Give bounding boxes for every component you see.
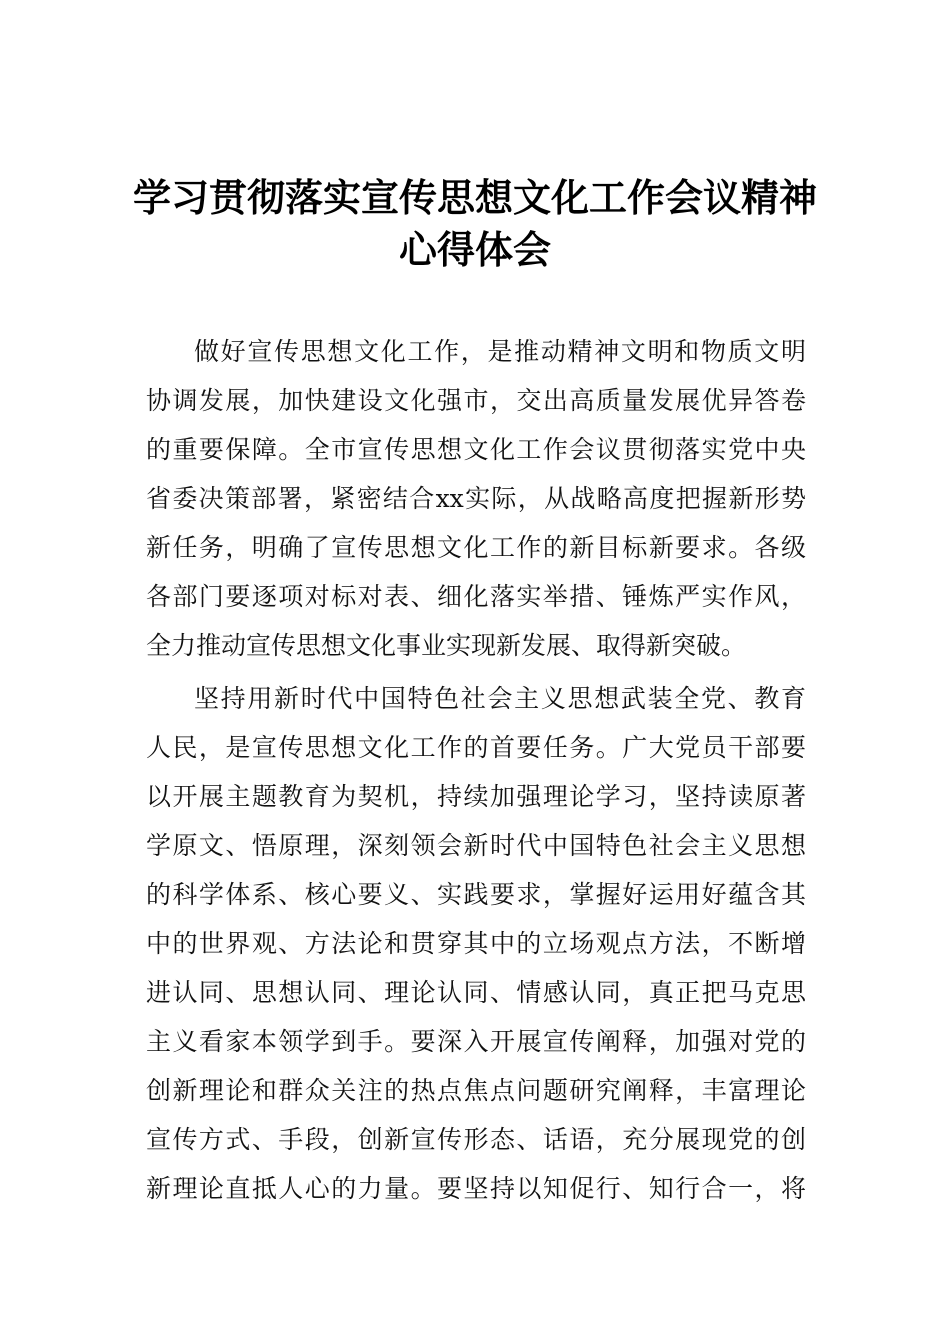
paragraph-line: 的科学体系、核心要义、实践要求，掌握好运用好蕴含其: [146, 880, 806, 909]
paragraph-line: 中的世界观、方法论和贯穿其中的立场观点方法，不断增: [146, 929, 806, 958]
paragraph-line: 人民，是宣传思想文化工作的首要任务。广大党员干部要: [146, 733, 806, 762]
paragraph-line: 新任务，明确了宣传思想文化工作的新目标新要求。各级: [146, 533, 806, 562]
document-title-line-2: 心得体会: [398, 227, 551, 272]
paragraph-line: 主义看家本领学到手。要深入开展宣传阐释，加强对党的: [146, 1027, 806, 1056]
paragraph-line: 省委决策部署，紧密结合xx实际，从战略高度把握新形势: [146, 484, 806, 513]
paragraph-line: 进认同、思想认同、理论认同、情感认同，真正把马克思: [146, 978, 806, 1007]
paragraph-line: 坚持用新时代中国特色社会主义思想武装全党、教育: [194, 684, 806, 713]
document-title-line-1: 学习贯彻落实宣传思想文化工作会议精神: [132, 175, 817, 220]
paragraph-line: 全力推动宣传思想文化事业实现新发展、取得新突破。: [146, 631, 747, 660]
paragraph-line: 协调发展，加快建设文化强市，交出高质量发展优异答卷: [146, 386, 806, 415]
paragraph-line: 宣传方式、手段，创新宣传形态、话语，充分展现党的创: [146, 1125, 806, 1154]
paragraph-line: 以开展主题教育为契机，持续加强理论学习，坚持读原著: [146, 782, 806, 811]
paragraph-line: 新理论直抵人心的力量。要坚持以知促行、知行合一，将: [146, 1174, 806, 1203]
paragraph-line: 学原文、悟原理，深刻领会新时代中国特色社会主义思想: [146, 831, 806, 860]
paragraph-line: 做好宣传思想文化工作，是推动精神文明和物质文明: [194, 337, 806, 366]
paragraph-line: 的重要保障。全市宣传思想文化工作会议贯彻落实党中央: [146, 435, 806, 464]
paragraph-line: 创新理论和群众关注的热点焦点问题研究阐释，丰富理论: [146, 1076, 806, 1105]
paragraph-line: 各部门要逐项对标对表、细化落实举措、锤炼严实作风，: [146, 582, 806, 611]
